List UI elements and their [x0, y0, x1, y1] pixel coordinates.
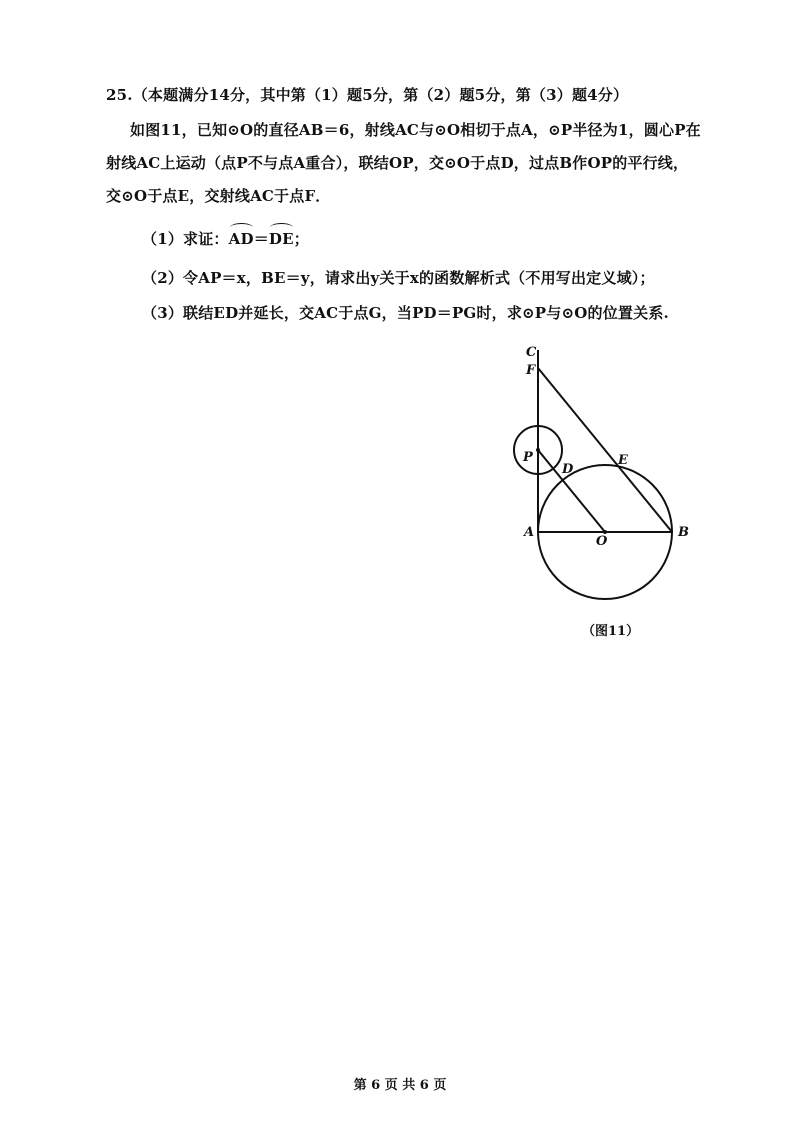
- point-p: [536, 448, 540, 452]
- page-footer: 第 6 页 共 6 页: [353, 1078, 447, 1093]
- label-f: F: [526, 363, 536, 378]
- problem-statement-line-3: 交⊙O于点E，交射线AC于点F．: [106, 187, 331, 205]
- question-1-suffix: ；: [293, 230, 309, 248]
- question-3: （3）联结ED并延长，交AC于点G，当PD＝PG时，求⊙P与⊙O的位置关系.: [142, 304, 669, 322]
- label-o: O: [596, 534, 608, 549]
- label-b: B: [678, 525, 689, 540]
- problem-statement-line-1: 如图11，已知⊙O的直径AB＝6，射线AC与⊙O相切于点A，⊙P半径为1，圆心P在: [130, 121, 701, 139]
- label-c: C: [526, 345, 537, 360]
- problem-header: 25.（本题满分14分，其中第（1）题5分，第（2）题5分，第（3）题4分）: [106, 86, 629, 104]
- label-e: E: [618, 453, 628, 468]
- label-p: P: [523, 450, 533, 465]
- arc-de: DE: [268, 230, 294, 248]
- label-a: A: [524, 525, 535, 540]
- geometry-figure: [500, 330, 720, 610]
- question-2: （2）令AP＝x，BE＝y，请求出y关于x的函数解析式（不用写出定义域）；: [142, 269, 655, 287]
- label-d: D: [562, 462, 574, 477]
- arc-ad: AD: [228, 230, 254, 248]
- segment-bf: [538, 368, 672, 532]
- problem-statement-line-2: 射线AC上运动（点P不与点A重合），联结OP，交⊙O于点D，过点B作OP的平行线，: [106, 154, 689, 172]
- figure-caption: （图11）: [582, 624, 640, 639]
- question-1-prefix: （1）求证：: [142, 230, 229, 248]
- figure-svg: [500, 330, 720, 610]
- question-1-equals: ＝: [253, 230, 269, 248]
- question-1: [142, 229, 309, 249]
